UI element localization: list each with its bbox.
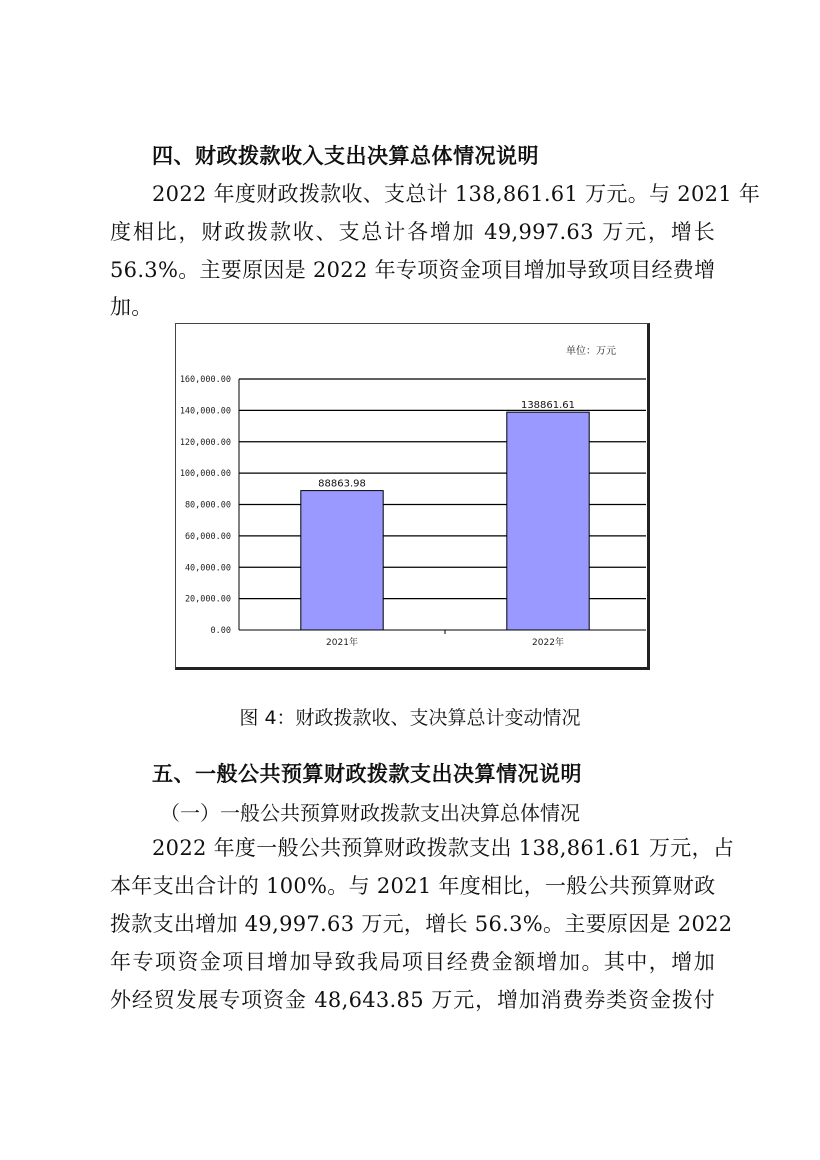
paragraph-line: 2022 年度财政拨款收、支总计 138,861.61 万元。与 2021 年 (152, 182, 761, 206)
y-tick-label: 20,000.00 (184, 594, 231, 605)
y-tick-label: 160,000.00 (179, 375, 231, 385)
bar-chart (175, 323, 650, 670)
bar-chart-svg (176, 324, 646, 666)
paragraph-line: 年专项资金项目增加导致我局项目经费金额增加。其中，增加 (110, 950, 715, 974)
paragraph-line: 拨款支出增加 49,997.63 万元，增长 56.3%。主要原因是 2022 (110, 912, 733, 936)
y-tick-label: 140,000.00 (179, 406, 231, 417)
x-tick-label: 2021年 (326, 638, 358, 648)
y-tick-label: 80,000.00 (184, 500, 231, 511)
figure-caption: 图 4：财政拨款收、支决算总计变动情况 (239, 707, 581, 729)
unit-note: 单位：万元 (566, 346, 616, 357)
y-tick-label: 0.00 (210, 626, 231, 636)
y-tick-label: 60,000.00 (184, 531, 231, 542)
section5-heading: 五、一般公共预算财政拨款支出决算情况说明 (152, 762, 582, 786)
bar (301, 491, 383, 630)
x-tick-label: 2022年 (532, 638, 564, 648)
data-label: 88863.98 (318, 478, 366, 490)
section4-heading: 四、财政拨款收入支出决算总体情况说明 (152, 144, 539, 168)
section5-subheading: （一）一般公共预算财政拨款支出决算总体情况 (160, 801, 580, 825)
y-tick-label: 40,000.00 (184, 563, 231, 574)
bar (507, 412, 589, 630)
paragraph-line: 2022 年度一般公共预算财政拨款支出 138,861.61 万元，占 (152, 836, 735, 860)
paragraph-line: 外经贸发展专项资金 48,643.85 万元，增加消费券类资金拨付 (110, 988, 715, 1012)
y-tick-label: 100,000.00 (179, 469, 231, 480)
y-tick-label: 120,000.00 (179, 437, 231, 448)
paragraph-line: 加。 (110, 295, 153, 319)
data-label: 138861.61 (520, 400, 576, 412)
paragraph-line: 56.3%。主要原因是 2022 年专项资金项目增加导致项目经费增 (110, 258, 716, 282)
paragraph-line: 本年支出合计的 100%。与 2021 年度相比，一般公共预算财政 (110, 874, 716, 898)
paragraph-line: 度相比，财政拨款收、支总计各增加 49,997.63 万元，增长 (110, 220, 715, 244)
